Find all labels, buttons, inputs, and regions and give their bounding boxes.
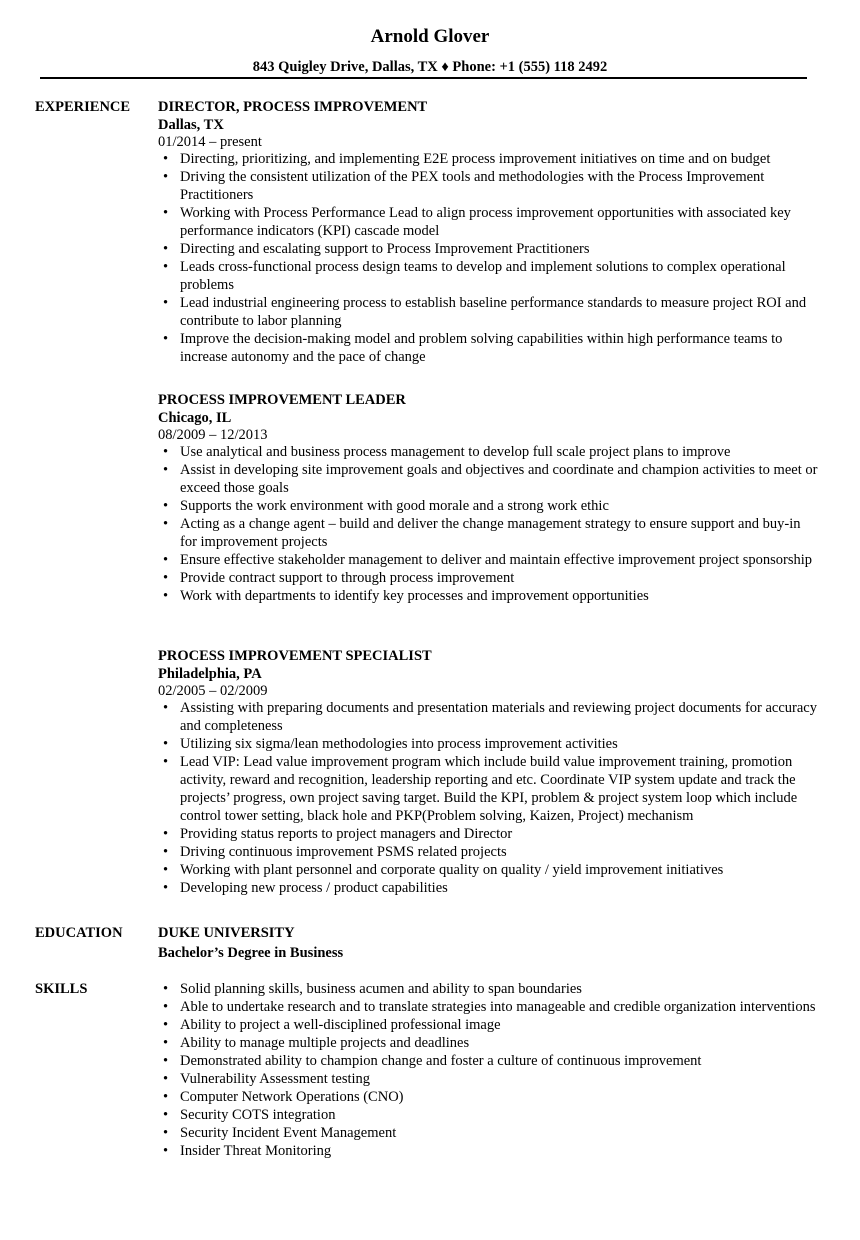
list-item: • Use analytical and business process management to develop full scale project plans to improve xyxy=(158,443,818,461)
job-entry xyxy=(158,98,818,366)
list-item: • Demonstrated ability to champion change and foster a culture of continuous improvement xyxy=(158,1052,818,1070)
list-item: • Directing, prioritizing, and implementing E2E process improvement initiatives on time and on budget xyxy=(158,150,818,168)
list-item: • Assisting with preparing documents and presentation materials and reviewing project documents for accuracy and completeness xyxy=(158,699,818,735)
job-bullet-list xyxy=(158,150,818,366)
list-item: • Improve the decision-making model and problem solving capabilities within high performance teams to increase autonomy and the pace of change xyxy=(158,330,818,366)
list-item: • Lead VIP: Lead value improvement program which include build value improvement training, promotion activity, reward and recognition, leadership reporting and etc. Coordinate VIP system update and track the projects’ progress, own project saving target. Build the KPI, problem & project system loop which include control tower setting, black hole and PKP(Problem solving, Kaizen, Project) mechanism xyxy=(158,753,818,825)
list-item: • Ability to project a well-disciplined professional image xyxy=(158,1016,818,1034)
candidate-name: Arnold Glover xyxy=(370,26,490,47)
list-item: • Able to undertake research and to translate strategies into manageable and credible organization interventions xyxy=(158,998,818,1016)
job-entry xyxy=(158,647,818,897)
list-item: • Security Incident Event Management xyxy=(158,1124,818,1142)
list-item: • Assist in developing site improvement goals and objectives and coordinate and champion activities to meet or exceed those goals xyxy=(158,461,818,497)
list-item: • Utilizing six sigma/lean methodologies into process improvement activities xyxy=(158,735,818,753)
job-location: Dallas, TX xyxy=(158,117,224,133)
list-item: • Providing status reports to project managers and Director xyxy=(158,825,818,843)
list-item: • Driving continuous improvement PSMS related projects xyxy=(158,843,818,861)
list-item: • Ensure effective stakeholder management to deliver and maintain effective improvement project sponsorship xyxy=(158,551,818,569)
job-title: DIRECTOR, PROCESS IMPROVEMENT xyxy=(158,99,428,115)
school-name: DUKE UNIVERSITY xyxy=(158,925,295,941)
contact-line: 843 Quigley Drive, Dallas, TX ♦ Phone: +1 (555) 118 2492 xyxy=(252,59,608,75)
list-item: • Insider Threat Monitoring xyxy=(158,1142,818,1160)
list-item: • Driving the consistent utilization of the PEX tools and methodologies with the Process Improvement Practitioners xyxy=(158,168,818,204)
list-item: • Work with departments to identify key processes and improvement opportunities xyxy=(158,587,818,605)
job-bullet-list xyxy=(158,699,818,897)
section-label-skills: SKILLS xyxy=(35,981,88,997)
list-item: • Leads cross-functional process design teams to develop and implement solutions to complex operational problems xyxy=(158,258,818,294)
list-item: • Provide contract support to through process improvement xyxy=(158,569,818,587)
list-item: • Directing and escalating support to Process Improvement Practitioners xyxy=(158,240,818,258)
list-item: • Solid planning skills, business acumen and ability to span boundaries xyxy=(158,980,818,998)
list-item: • Working with plant personnel and corporate quality on quality / yield improvement initiatives xyxy=(158,861,818,879)
job-dates: 02/2005 – 02/2009 xyxy=(158,683,268,699)
skills-entry xyxy=(158,980,818,1160)
list-item: • Working with Process Performance Lead to align process improvement opportunities with associated key performance indicators (KPI) cascade model xyxy=(158,204,818,240)
list-item: • Acting as a change agent – build and deliver the change management strategy to ensure support and buy-in for improvement projects xyxy=(158,515,818,551)
job-dates: 01/2014 – present xyxy=(158,134,262,150)
section-label-education: EDUCATION xyxy=(35,925,123,941)
skills-list xyxy=(158,980,818,1160)
list-item: • Supports the work environment with good morale and a strong work ethic xyxy=(158,497,818,515)
list-item: • Developing new process / product capabilities xyxy=(158,879,818,897)
degree: Bachelor’s Degree in Business xyxy=(158,945,344,961)
list-item: • Computer Network Operations (CNO) xyxy=(158,1088,818,1106)
list-item: • Security COTS integration xyxy=(158,1106,818,1124)
education-entry xyxy=(158,924,818,962)
job-title: PROCESS IMPROVEMENT LEADER xyxy=(158,392,406,408)
list-item: • Vulnerability Assessment testing xyxy=(158,1070,818,1088)
list-item: • Lead industrial engineering process to establish baseline performance standards to measure project ROI and contribute to labor planning xyxy=(158,294,818,330)
job-location: Chicago, IL xyxy=(158,410,232,426)
job-location: Philadelphia, PA xyxy=(158,666,262,682)
job-dates: 08/2009 – 12/2013 xyxy=(158,427,268,443)
job-bullet-list xyxy=(158,443,818,605)
header-divider xyxy=(40,77,807,79)
section-label-experience: EXPERIENCE xyxy=(35,99,131,115)
job-title: PROCESS IMPROVEMENT SPECIALIST xyxy=(158,648,432,664)
job-entry xyxy=(158,391,818,605)
list-item: • Ability to manage multiple projects and deadlines xyxy=(158,1034,818,1052)
